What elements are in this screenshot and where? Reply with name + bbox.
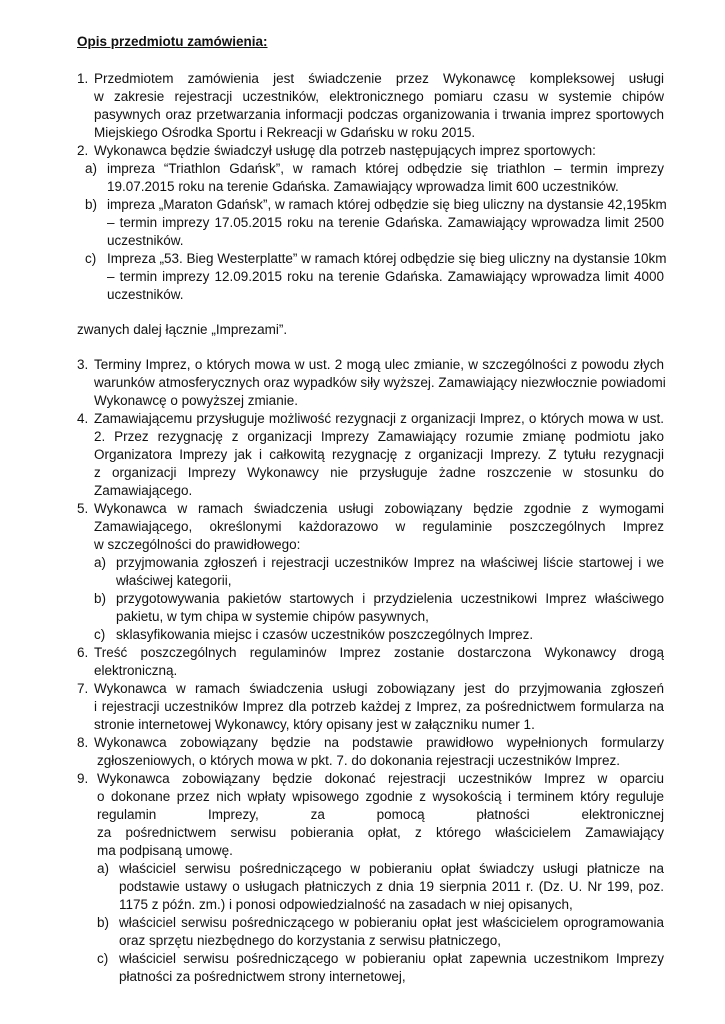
subitem-line: właściciel serwisu pośredniczącego w pobieraniu opłat świadczy usługi płatnicze na [119,861,664,876]
item-line: Wykonawca zobowiązany będzie na podstawie prawidłowo wypełnionych formularzy [94,735,664,750]
subitem-line: właściwej kategorii, [116,573,232,588]
item-number: 5. [77,501,89,516]
subitem-line: przyjmowania zgłoszeń i rejestracji uczestników Imprez na właściwej liście startowej i we [116,555,664,570]
item-line: zgłoszeniowych, o których mowa w pkt. 7. do dokonania rejestracji uczestników Imprez. [97,753,620,768]
subitem-line: płatności za pośrednictwem strony internetowej, [119,969,406,984]
item-number: 4. [77,411,89,426]
item-line: stronie internetowej Wykonawcy, który opisany jest w załączniku numer 1. [94,717,535,732]
item-line: i rejestracji uczestników Imprez dla potrzeb każdej z Imprez, za pośrednictwem formularza na [94,699,664,714]
item-line: 2. Przez rezygnację z organizacji Imprezy Zamawiający rozumie zmianę podmiotu jako [94,429,664,444]
summary-line: zwanych dalej łącznie „Imprezami”. [77,322,288,337]
page-title: Opis przedmiotu zamówienia: [77,34,268,49]
item-line: Terminy Imprez, o których mowa w ust. 2 mogą ulec zmianie, w szczególności z powodu złych [94,357,664,372]
item-number: 7. [77,681,89,696]
item-number: 8. [77,735,89,750]
item-line: z organizacji Imprezy Wykonawcy nie przysługuje żadne roszczenie w stosunku do [94,465,664,480]
subitem-line: pakietu, w tym chipa w systemie chipów pasywnych, [116,609,429,624]
subitem-letter: b) [94,591,107,606]
subitem-line: 1175 z późn. zm.) i ponosi odpowiedzialność na zasadach w niej opisanych, [119,897,573,912]
subitem-line: uczestników. [107,233,184,248]
subitem-letter: c) [97,951,109,966]
subitem-line: impreza “Triathlon Gdańsk”, w ramach której odbędzie się triathlon – termin imprezy [107,161,664,176]
subitem-letter: c) [85,251,97,266]
item-line: Wykonawca w ramach świadczenia usługi zobowiązany będzie zgodnie z wymogami [94,501,664,516]
subitem-line: – termin imprezy 12.09.2015 roku na terenie Gdańska. Zamawiający wprowadza limit 4000 [107,269,664,284]
item-line: ma podpisaną umowę. [97,843,233,858]
item-line: warunków atmosferycznych oraz wypadków siły wyższej. Zamawiający niezwłocznie powiadomi [94,375,666,390]
subitem-line: uczestników. [107,287,184,302]
item-line: za pośrednictwem serwisu pobierania opłat, z którego właścicielem Zamawiający [97,825,664,840]
item-line: Zamawiającego, określonymi każdorazowo w regulaminie poszczególnych Imprez [94,519,664,534]
item-number: 3. [77,357,89,372]
subitem-line: – termin imprezy 17.05.2015 roku na terenie Gdańska. Zamawiający wprowadza limit 2500 [107,215,664,230]
subitem-line: oraz sprzętu niezbędnego do korzystania z serwisu płatniczego, [119,933,501,948]
item-line: regulamin Imprezy, za pomocą płatności elektronicznej [97,807,664,822]
item-line: Wykonawca zobowiązany będzie dokonać rejestracji uczestników Imprez w oparciu [97,771,664,786]
subitem-line: 19.07.2015 roku na terenie Gdańska. Zamawiający wprowadza limit 600 uczestników. [107,179,619,194]
item-number: 6. [77,645,89,660]
subitem-line: sklasyfikowania miejsc i czasów uczestników poszczególnych Imprez. [116,627,534,642]
subitem-letter: b) [97,915,110,930]
subitem-letter: b) [85,197,98,212]
item-number: 1. [77,71,89,86]
item-line: Organizatora Imprezy jak i całkowitą rezygnację z organizacji Imprezy. Z tytułu rezygnacji [94,447,664,462]
item-line: Miejskiego Ośrodka Sportu i Rekreacji w Gdańsku w roku 2015. [94,125,476,140]
item-line: Treść poszczególnych regulaminów Imprez zostanie dostarczona Wykonawcy drogą [94,645,664,660]
item-line: o dokonane przez nich wpłaty wpisowego zgodnie z wysokością i terminem który reguluje [97,789,664,804]
item-line: w szczególności do prawidłowego: [94,537,301,552]
subitem-letter: a) [94,555,107,570]
item-line: Zamawiającemu przysługuje możliwość rezygnacji z organizacji Imprez, o których mowa w ust. [94,411,664,426]
subitem-line: impreza „Maraton Gdańsk”, w ramach której odbędzie się bieg uliczny na dystansie 42,195km [107,197,667,212]
item-number: 2. [77,143,89,158]
subitem-line: podstawie ustawy o usługach płatniczych z dnia 19 sierpnia 2011 r. (Dz. U. Nr 199, poz. [119,879,664,894]
item-line: Wykonawca w ramach świadczenia usługi zobowiązany jest do przyjmowania zgłoszeń [94,681,664,696]
item-line: Wykonawcę o powyższej zmianie. [94,393,298,408]
item-line: elektroniczną. [94,663,178,678]
subitem-letter: a) [97,861,110,876]
subitem-line: przygotowywania pakietów startowych i przydzielenia uczestnikowi Imprez właściwego [116,591,664,606]
subitem-letter: a) [85,161,98,176]
subitem-line: właściciel serwisu pośredniczącego w pobieraniu opłat zapewnia uczestnikom Imprezy [119,951,664,966]
item-number: 9. [77,771,89,786]
item-line: w zakresie rejestracji uczestników, elektronicznego pomiaru czasu w systemie chipów [94,89,664,104]
item-line: Zamawiającego. [94,483,193,498]
item-line: Przedmiotem zamówienia jest świadczenie przez Wykonawcę kompleksowej usługi [94,71,664,86]
item-line: Wykonawca będzie świadczył usługę dla potrzeb następujących imprez sportowych: [94,143,596,158]
subitem-line: właściciel serwisu pośredniczącego w pobieraniu opłat jest właścicielem oprogramowania [119,915,664,930]
subitem-line: Impreza „53. Bieg Westerplatte” w ramach której odbędzie się bieg uliczny na dystansie 10km [107,251,667,266]
item-line: pasywnych oraz przetwarzania informacji podczas organizowania i trwania imprez sportowych [94,107,664,122]
subitem-letter: c) [94,627,106,642]
